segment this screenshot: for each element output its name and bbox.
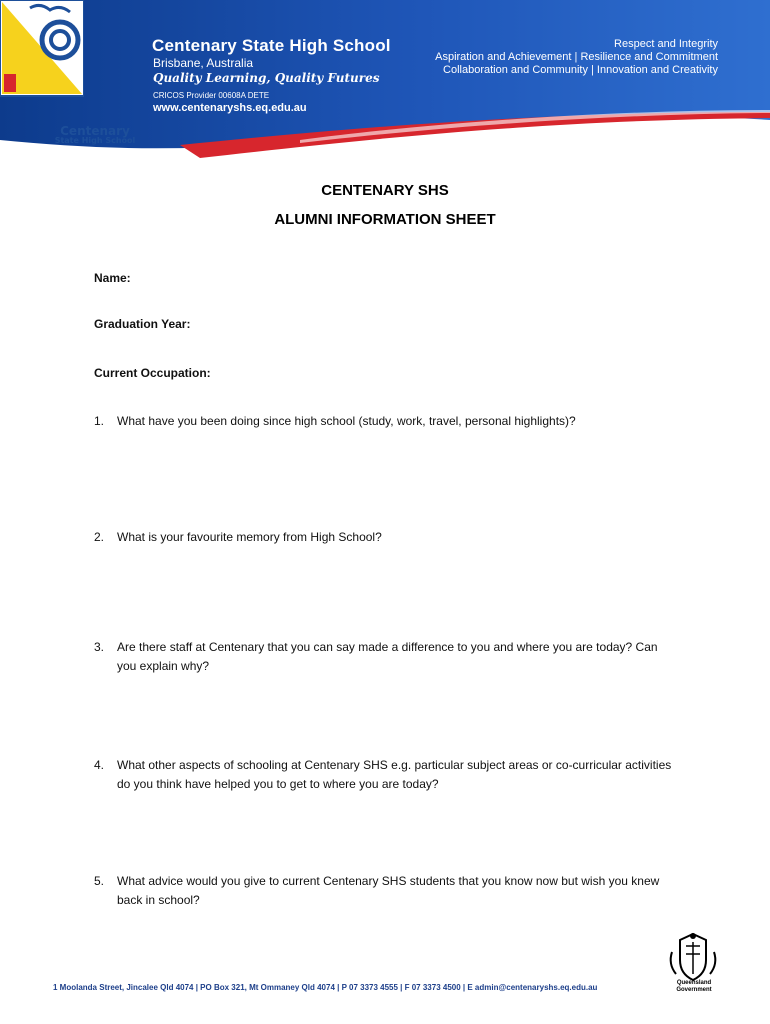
question-5 [94, 872, 674, 910]
school-website: www.centenaryshs.eq.edu.au [153, 102, 307, 114]
school-motto: Quality Learning, Quality Futures [153, 71, 380, 85]
question-text: Are there staff at Centenary that you can say made a difference to you and where you are today? Can you explain why? [117, 640, 658, 673]
document-title-line2: ALUMNI INFORMATION SHEET [274, 211, 496, 228]
value-line: Collaboration and Community | Innovation and Creativity [443, 64, 718, 76]
question-text: What advice would you give to current Centenary SHS students that you know now but wish you knew back in school? [117, 874, 660, 907]
value-line: Respect and Integrity [614, 38, 718, 50]
question-number: 5. [94, 874, 105, 888]
header-banner [0, 0, 770, 165]
queensland-government-wordmark [664, 980, 724, 994]
logo-wordmark [52, 126, 138, 146]
logo-name-line2: State High School [54, 136, 136, 145]
question-number: 1. [94, 414, 105, 428]
graduation-year-label: Graduation Year: [94, 317, 191, 331]
question-number: 4. [94, 758, 105, 772]
logo-name-line1: Centenary [60, 124, 130, 138]
question-text: What have you been doing since high school (study, work, travel, personal highlights)? [117, 414, 576, 428]
school-name: Centenary State High School [152, 36, 391, 55]
question-3 [94, 638, 674, 676]
gov-line2: Government [676, 987, 712, 993]
value-line: Aspiration and Achievement | Resilience and Commitment [435, 51, 718, 63]
question-number: 2. [94, 530, 105, 544]
question-text: What other aspects of schooling at Centenary SHS e.g. particular subject areas or co-curricular activities do you think have helped you to get to where you are today? [117, 758, 672, 791]
school-logo [0, 0, 84, 124]
name-field-label: Name: [94, 271, 131, 285]
school-location: Brisbane, Australia [153, 56, 254, 70]
question-number: 3. [94, 640, 105, 654]
question-2 [94, 528, 674, 547]
document-title-line1: CENTENARY SHS [321, 182, 449, 199]
question-4 [94, 756, 674, 794]
question-text: What is your favourite memory from High School? [117, 530, 382, 544]
gov-line1: Queensland [676, 980, 712, 986]
cricos-code: CRICOS Provider 00608A DETE [153, 91, 270, 100]
school-values [435, 38, 718, 77]
footer-contact: 1 Moolanda Street, Jincalee Qld 4074 | PO Box 321, Mt Ommaney Qld 4074 | P 07 3373 4555 | F 07 3373 4500 | E admin@centenaryshs.eq.edu.au [53, 983, 598, 992]
current-occupation-label: Current Occupation: [94, 366, 211, 380]
question-1 [94, 412, 674, 431]
